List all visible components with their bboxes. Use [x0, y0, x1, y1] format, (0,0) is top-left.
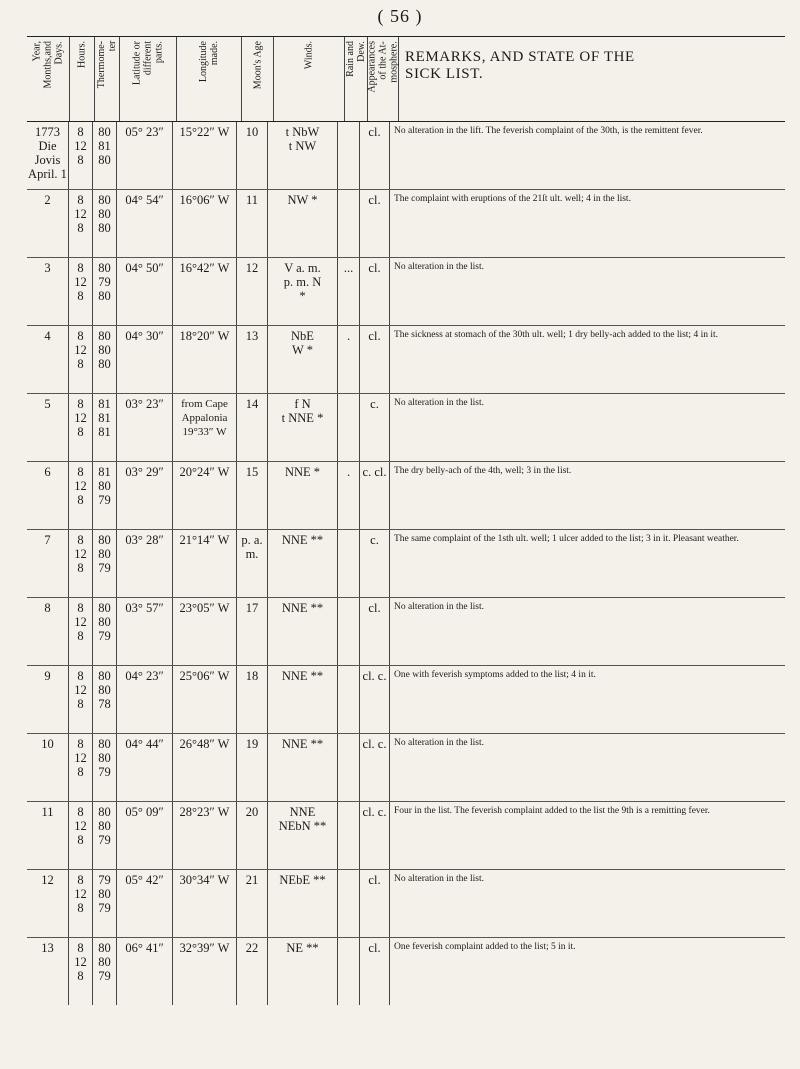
thermometer-cell-line: 79: [98, 969, 111, 983]
table-row: [27, 734, 785, 802]
thermometer-cell-line: 80: [98, 683, 111, 697]
hours-cell: [69, 258, 93, 325]
latitude-cell: 04° 54″: [117, 190, 173, 257]
date-cell-line: 12: [41, 873, 54, 887]
latitude-cell: 04° 23″: [117, 666, 173, 733]
winds-cell: [268, 122, 338, 189]
weather-log-table: [27, 36, 785, 1005]
date-cell-line: 7: [44, 533, 51, 547]
winds-cell-line: NNE *: [284, 465, 321, 479]
thermometer-cell: [93, 938, 117, 1005]
appearance-cell: cl.: [360, 258, 390, 325]
remarks-cell: No alteration in the list.: [394, 398, 484, 408]
moon-age-cell: 11: [237, 190, 268, 257]
thermometer-cell-line: 80: [98, 805, 111, 819]
remarks-cell: No alteration in the lift. The feverish complaint of the 30th, is the remittent fever.: [394, 126, 703, 136]
thermometer-cell-line: 80: [98, 669, 111, 683]
hours-cell-line: 8: [77, 261, 84, 275]
date-cell: [27, 734, 69, 801]
hours-cell-line: 8: [77, 601, 84, 615]
thermometer-cell-line: 80: [98, 887, 111, 901]
thermometer-cell-line: 79: [98, 275, 111, 289]
table-body: [27, 122, 785, 1005]
hours-cell-line: 8: [77, 289, 84, 303]
date-cell: [27, 258, 69, 325]
date-cell-line: 4: [44, 329, 51, 343]
winds-cell: [268, 190, 338, 257]
winds-cell-line: t NNE *: [281, 411, 324, 425]
thermometer-cell-line: 80: [98, 289, 111, 303]
longitude-cell: 16°06″ W: [173, 190, 237, 257]
remarks-cell: The complaint with eruptions of the 21ſt ult. well; 4 in the list.: [394, 194, 631, 204]
winds-cell: [268, 394, 338, 461]
date-cell-line: Jovis: [34, 153, 61, 167]
table-row: [27, 122, 785, 190]
moon-age-cell: 22: [237, 938, 268, 1005]
appearance-cell: c.: [360, 394, 390, 461]
hours-cell-line: 8: [77, 969, 84, 983]
latitude-cell: 05° 09″: [117, 802, 173, 869]
date-cell-line: 3: [44, 261, 51, 275]
longitude-cell: from Cape Appalonia 19°33″ W: [173, 394, 237, 461]
header-remarks: REMARKS, AND STATE OF THE SICK LIST.: [405, 49, 635, 82]
thermometer-cell-line: 80: [98, 601, 111, 615]
hours-cell: [69, 462, 93, 529]
thermometer-cell-line: 81: [98, 397, 111, 411]
hours-cell-line: 12: [74, 887, 87, 901]
winds-cell-line: f N: [294, 397, 311, 411]
hours-cell: [69, 802, 93, 869]
date-cell: [27, 938, 69, 1005]
latitude-cell: 05° 42″: [117, 870, 173, 937]
hours-cell: [69, 870, 93, 937]
hours-cell: [69, 666, 93, 733]
thermometer-cell-line: 80: [98, 261, 111, 275]
thermometer-cell-line: 81: [98, 465, 111, 479]
hours-cell: [69, 190, 93, 257]
rain-dew-cell: [338, 870, 360, 937]
header-winds: Winds.: [274, 37, 345, 121]
thermometer-cell-line: 80: [98, 207, 111, 221]
hours-cell: [69, 598, 93, 665]
table-row: [27, 258, 785, 326]
hours-cell-line: 8: [77, 329, 84, 343]
table-row: [27, 666, 785, 734]
header-date: Year, Months,and Days.: [27, 37, 70, 121]
thermometer-cell: [93, 326, 117, 393]
date-cell-line: 10: [41, 737, 54, 751]
winds-cell-line: NbE: [291, 329, 314, 343]
appearance-cell: cl.: [360, 938, 390, 1005]
hours-cell-line: 8: [77, 397, 84, 411]
thermometer-cell: [93, 734, 117, 801]
winds-cell-line: t NbW: [285, 125, 320, 139]
hours-cell-line: 8: [77, 493, 84, 507]
remarks-cell: No alteration in the list.: [394, 602, 484, 612]
moon-age-cell: 12: [237, 258, 268, 325]
latitude-cell: 03° 29″: [117, 462, 173, 529]
thermometer-cell-line: 80: [98, 615, 111, 629]
table-row: [27, 394, 785, 462]
table-row: [27, 938, 785, 1005]
longitude-cell: 28°23″ W: [173, 802, 237, 869]
latitude-cell: 03° 57″: [117, 598, 173, 665]
hours-cell-line: 8: [77, 901, 84, 915]
moon-age-cell: p. a. m.: [237, 530, 268, 597]
thermometer-cell: [93, 122, 117, 189]
hours-cell-line: 8: [77, 873, 84, 887]
table-row: [27, 598, 785, 666]
moon-age-cell: 18: [237, 666, 268, 733]
rain-dew-cell: [338, 598, 360, 665]
hours-cell-line: 12: [74, 547, 87, 561]
longitude-cell: 21°14″ W: [173, 530, 237, 597]
winds-cell: [268, 258, 338, 325]
thermometer-cell-line: 80: [98, 357, 111, 371]
winds-cell: [268, 462, 338, 529]
appearance-cell: cl.: [360, 870, 390, 937]
thermometer-cell-line: 80: [98, 125, 111, 139]
thermometer-cell-line: 80: [98, 329, 111, 343]
winds-cell-line: NNE **: [281, 533, 324, 547]
appearance-cell: cl.: [360, 598, 390, 665]
thermometer-cell-line: 80: [98, 153, 111, 167]
rain-dew-cell: [338, 394, 360, 461]
appearance-cell: cl. c.: [360, 734, 390, 801]
appearance-cell: cl.: [360, 190, 390, 257]
remarks-cell: The dry belly-ach of the 4th, well; 3 in the list.: [394, 466, 572, 476]
latitude-cell: 04° 30″: [117, 326, 173, 393]
hours-cell-line: 12: [74, 819, 87, 833]
header-appearances: Appearances of the At- mosphere.: [368, 37, 399, 121]
thermometer-cell-line: 79: [98, 765, 111, 779]
hours-cell-line: 8: [77, 805, 84, 819]
hours-cell: [69, 938, 93, 1005]
date-cell-line: Die: [38, 139, 57, 153]
date-cell-line: April. 1: [28, 167, 67, 181]
appearance-cell: c.: [360, 530, 390, 597]
thermometer-cell-line: 80: [98, 819, 111, 833]
hours-cell-line: 8: [77, 941, 84, 955]
winds-cell-line: NNE: [289, 805, 316, 819]
hours-cell-line: 8: [77, 425, 84, 439]
hours-cell-line: 8: [77, 125, 84, 139]
date-cell: [27, 598, 69, 665]
appearance-cell: cl.: [360, 122, 390, 189]
table-row: [27, 190, 785, 258]
header-row: [27, 36, 785, 122]
remarks-cell: One feverish complaint added to the list; 5 in it.: [394, 942, 576, 952]
moon-age-cell: 14: [237, 394, 268, 461]
winds-cell-line: *: [299, 289, 306, 303]
rain-dew-cell: .: [338, 462, 360, 529]
winds-cell-line: NEbE **: [279, 873, 326, 887]
thermometer-cell: [93, 530, 117, 597]
winds-cell-line: NEbN **: [278, 819, 327, 833]
thermometer-cell-line: 80: [98, 941, 111, 955]
winds-cell: [268, 938, 338, 1005]
hours-cell-line: 12: [74, 955, 87, 969]
latitude-cell: 04° 44″: [117, 734, 173, 801]
thermometer-cell: [93, 394, 117, 461]
winds-cell: [268, 530, 338, 597]
moon-age-cell: 15: [237, 462, 268, 529]
hours-cell-line: 8: [77, 561, 84, 575]
remarks-cell: No alteration in the list.: [394, 874, 484, 884]
longitude-cell: 23°05″ W: [173, 598, 237, 665]
moon-age-cell: 13: [237, 326, 268, 393]
thermometer-cell-line: 80: [98, 193, 111, 207]
date-cell-line: 13: [41, 941, 54, 955]
winds-cell-line: V a. m.: [284, 261, 321, 275]
hours-cell-line: 12: [74, 479, 87, 493]
rain-dew-cell: [338, 802, 360, 869]
thermometer-cell-line: 81: [98, 139, 111, 153]
header-latitude: Latitude or different parts.: [120, 37, 177, 121]
moon-age-cell: 19: [237, 734, 268, 801]
hours-cell-line: 8: [77, 533, 84, 547]
latitude-cell: 03° 23″: [117, 394, 173, 461]
latitude-cell: 06° 41″: [117, 938, 173, 1005]
date-cell: [27, 870, 69, 937]
header-moon-age: Moon's Age: [242, 37, 274, 121]
rain-dew-cell: [338, 666, 360, 733]
winds-cell: [268, 326, 338, 393]
winds-cell: [268, 734, 338, 801]
thermometer-cell-line: 80: [98, 479, 111, 493]
thermometer-cell: [93, 870, 117, 937]
moon-age-cell: 20: [237, 802, 268, 869]
hours-cell-line: 8: [77, 221, 84, 235]
hours-cell: [69, 734, 93, 801]
thermometer-cell-line: 80: [98, 751, 111, 765]
longitude-cell: 15°22″ W: [173, 122, 237, 189]
header-hours: Hours.: [70, 37, 95, 121]
hours-cell-line: 12: [74, 751, 87, 765]
date-cell: [27, 394, 69, 461]
longitude-cell: 18°20″ W: [173, 326, 237, 393]
appearance-cell: cl. c.: [360, 802, 390, 869]
hours-cell-line: 12: [74, 343, 87, 357]
date-cell-line: 11: [41, 805, 54, 819]
rain-dew-cell: .: [338, 326, 360, 393]
header-longitude: Longitude made.: [177, 37, 242, 121]
hours-cell-line: 8: [77, 465, 84, 479]
thermometer-cell-line: 80: [98, 955, 111, 969]
longitude-cell: 25°06″ W: [173, 666, 237, 733]
date-cell: [27, 530, 69, 597]
longitude-cell: 20°24″ W: [173, 462, 237, 529]
thermometer-cell-line: 80: [98, 343, 111, 357]
hours-cell-line: 8: [77, 629, 84, 643]
thermometer-cell-line: 79: [98, 901, 111, 915]
hours-cell-line: 12: [74, 275, 87, 289]
header-thermometer: Thermome- ter: [95, 37, 120, 121]
date-cell: [27, 802, 69, 869]
date-cell: [27, 666, 69, 733]
hours-cell: [69, 122, 93, 189]
winds-cell-line: p. m. N: [283, 275, 322, 289]
hours-cell-line: 12: [74, 683, 87, 697]
remarks-cell: The same complaint of the 1sth ult. well; 1 ulcer added to the list; 3 in it. Pleasant weather.: [394, 534, 739, 544]
hours-cell-line: 8: [77, 153, 84, 167]
thermometer-cell-line: 79: [98, 833, 111, 847]
latitude-cell: 04° 50″: [117, 258, 173, 325]
hours-cell: [69, 530, 93, 597]
hours-cell-line: 8: [77, 357, 84, 371]
winds-cell-line: NNE **: [281, 601, 324, 615]
longitude-cell: 16°42″ W: [173, 258, 237, 325]
remarks-cell: The sickness at stomach of the 30th ult. well; 1 dry belly-ach added to the list; 4 in it.: [394, 330, 718, 340]
thermometer-cell-line: 79: [98, 493, 111, 507]
longitude-cell: 32°39″ W: [173, 938, 237, 1005]
date-cell: [27, 190, 69, 257]
appearance-cell: c. cl.: [360, 462, 390, 529]
hours-cell-line: 8: [77, 833, 84, 847]
latitude-cell: 05° 23″: [117, 122, 173, 189]
table-row: [27, 530, 785, 598]
winds-cell-line: W *: [292, 343, 313, 357]
thermometer-cell: [93, 802, 117, 869]
moon-age-cell: 21: [237, 870, 268, 937]
winds-cell-line: NNE **: [281, 669, 324, 683]
appearance-cell: cl.: [360, 326, 390, 393]
thermometer-cell-line: 80: [98, 547, 111, 561]
winds-cell: [268, 666, 338, 733]
hours-cell-line: 12: [74, 615, 87, 629]
date-cell: [27, 122, 69, 189]
remarks-cell: No alteration in the list.: [394, 262, 484, 272]
thermometer-cell: [93, 598, 117, 665]
winds-cell-line: NE **: [286, 941, 319, 955]
rain-dew-cell: [338, 190, 360, 257]
winds-cell-line: t NW: [288, 139, 317, 153]
thermometer-cell-line: 79: [98, 629, 111, 643]
longitude-cell: 26°48″ W: [173, 734, 237, 801]
rain-dew-cell: ...: [338, 258, 360, 325]
hours-cell: [69, 326, 93, 393]
thermometer-cell-line: 80: [98, 221, 111, 235]
table-row: [27, 870, 785, 938]
date-cell-line: 9: [44, 669, 51, 683]
winds-cell-line: NNE **: [281, 737, 324, 751]
table-row: [27, 462, 785, 530]
remarks-cell: One with feverish symptoms added to the list; 4 in it.: [394, 670, 596, 680]
thermometer-cell: [93, 258, 117, 325]
moon-age-cell: 17: [237, 598, 268, 665]
table-row: [27, 326, 785, 394]
hours-cell-line: 8: [77, 737, 84, 751]
winds-cell: [268, 802, 338, 869]
winds-cell: [268, 598, 338, 665]
longitude-cell: 30°34″ W: [173, 870, 237, 937]
rain-dew-cell: [338, 122, 360, 189]
remarks-cell: No alteration in the list.: [394, 738, 484, 748]
thermometer-cell: [93, 190, 117, 257]
hours-cell-line: 8: [77, 765, 84, 779]
date-cell-line: 5: [44, 397, 51, 411]
date-cell-line: 2: [44, 193, 51, 207]
thermometer-cell-line: 79: [98, 561, 111, 575]
thermometer-cell-line: 79: [98, 873, 111, 887]
date-cell-line: 1773: [35, 125, 60, 139]
date-cell: [27, 462, 69, 529]
thermometer-cell: [93, 666, 117, 733]
thermometer-cell: [93, 462, 117, 529]
winds-cell-line: NW *: [287, 193, 318, 207]
rain-dew-cell: [338, 530, 360, 597]
remarks-cell: Four in the list. The feverish complaint added to the list the 9th is a remitting fever.: [394, 806, 710, 816]
hours-cell-line: 12: [74, 411, 87, 425]
date-cell-line: 6: [44, 465, 51, 479]
table-row: [27, 802, 785, 870]
rain-dew-cell: [338, 938, 360, 1005]
hours-cell-line: 8: [77, 193, 84, 207]
moon-age-cell: 10: [237, 122, 268, 189]
thermometer-cell-line: 81: [98, 425, 111, 439]
appearance-cell: cl. c.: [360, 666, 390, 733]
hours-cell: [69, 394, 93, 461]
hours-cell-line: 12: [74, 139, 87, 153]
hours-cell-line: 8: [77, 697, 84, 711]
latitude-cell: 03° 28″: [117, 530, 173, 597]
thermometer-cell-line: 80: [98, 533, 111, 547]
thermometer-cell-line: 80: [98, 737, 111, 751]
winds-cell: [268, 870, 338, 937]
page-number: ( 56 ): [377, 6, 423, 26]
thermometer-cell-line: 78: [98, 697, 111, 711]
rain-dew-cell: [338, 734, 360, 801]
date-cell-line: 8: [44, 601, 51, 615]
hours-cell-line: 8: [77, 669, 84, 683]
thermometer-cell-line: 81: [98, 411, 111, 425]
date-cell: [27, 326, 69, 393]
header-rain-dew: Rain and Dew.: [345, 37, 368, 121]
hours-cell-line: 12: [74, 207, 87, 221]
